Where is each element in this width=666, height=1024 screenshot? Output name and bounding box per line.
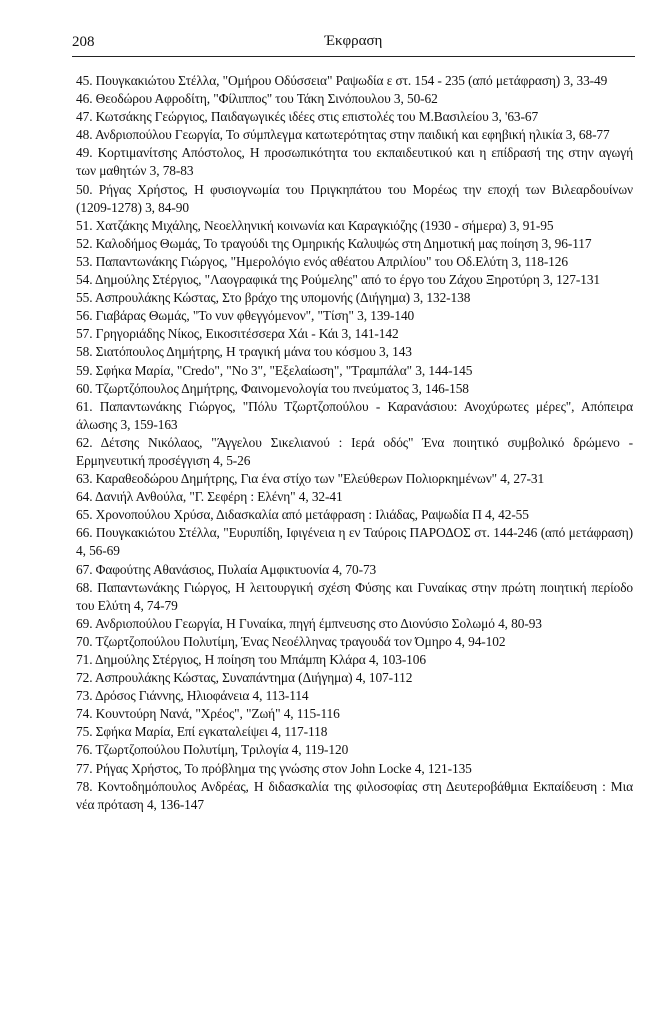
bibliography-entry: 65. Χρονοπούλου Χρύσα, Διδασκαλία από μετάφραση : Ιλιάδας, Ραψωδία Π 4, 42-55: [76, 507, 529, 523]
bibliography-entry: 68. Παπαντωνάκης Γιώργος, Η λειτουργική σχέση Φύσης και Γυναίκας στην πρώτη ποιητική περίοδο του Ελύτη 4, 74-79: [76, 579, 633, 613]
bibliography-entry: 46. Θεοδώρου Αφροδίτη, "Φίλιππος" του Τάκη Σινόπουλου 3, 50-62: [76, 91, 438, 107]
bibliography-entry: 62. Δέτσης Νικόλαος, "Άγγελου Σικελιανού : Ιερά οδός" Ένα ποιητικό συμβολικό δρώμενο - Ερμηνευτική προσέγγιση 4, 5-26: [76, 434, 633, 468]
bibliography-entry: 64. Δανιήλ Ανθούλα, "Γ. Σεφέρη : Ελένη" 4, 32-41: [76, 489, 343, 505]
bibliography-entry: 61. Παπαντωνάκης Γιώργος, "Πόλυ Τζωρτζοπούλου - Καρανάσιου: Ανοχύρωτες μέρες", Απόπειρα άλωσης 3, 159-163: [76, 398, 633, 432]
bibliography-entry: 75. Σφήκα Μαρία, Επί εγκαταλείψει 4, 117-118: [76, 724, 328, 740]
bibliography-entry: 57. Γρηγοριάδης Νίκος, Εικοσιτέσσερα Χάι - Κάι 3, 141-142: [76, 326, 399, 342]
bibliography-entry: 51. Χατζάκης Μιχάλης, Νεοελληνική κοινωνία και Καραγκιόζης (1930 - σήμερα) 3, 91-95: [76, 217, 554, 233]
bibliography-entry: 56. Γιαβάρας Θωμάς, "Το νυν φθεγγόμενον", "Τίση" 3, 139-140: [76, 308, 415, 324]
page-number: 208: [72, 34, 95, 50]
bibliography-entry: 53. Παπαντωνάκης Γιώργος, "Ημερολόγιο ενός αθέατου Απριλίου" του Οδ.Ελύτη 3, 118-126: [76, 253, 568, 269]
bibliography-entry: 47. Κωτσάκης Γεώργιος, Παιδαγωγικές ιδέες στις επιστολές του Μ.Βασιλείου 3, '63-67: [76, 109, 539, 125]
running-title: Έκφραση: [324, 33, 383, 49]
bibliography-entry: 58. Σιατόπουλος Δημήτρης, Η τραγική μάνα του κόσμου 3, 143: [76, 344, 412, 360]
bibliography-entry: 55. Ασπρουλάκης Κώστας, Στο βράχο της υπομονής (Διήγημα) 3, 132-138: [76, 290, 471, 306]
bibliography-entry: 52. Καλοδήμος Θωμάς, Το τραγούδι της Ομηρικής Καλυψώς στη Δημοτική μας ποίηση 3, 96-117: [76, 235, 592, 251]
page-header: [72, 30, 635, 57]
bibliography-entry: 71. Δημούλης Στέργιος, Η ποίηση του Μπάμπη Κλάρα 4, 103-106: [76, 652, 426, 667]
bibliography-entry: 72. Ασπρουλάκης Κώστας, Συναπάντημα (Διήγημα) 4, 107-112: [76, 670, 413, 686]
bibliography-entry: 69. Ανδριοπούλου Γεωργία, Η Γυναίκα, πηγή έμπνευσης στο Διονύσιο Σολωμό 4, 80-93: [76, 615, 542, 631]
bibliography-entry: 76. Τζωρτζοπούλου Πολυτίμη, Τριλογία 4, 119-120: [76, 742, 349, 758]
bibliography-entry: 73. Δρόσος Γιάννης, Ηλιοφάνεια 4, 113-114: [76, 688, 309, 704]
bibliography-entry: 48. Ανδριοπούλου Γεωργία, Το σύμπλεγμα κατωτερότητας στην παιδική και εφηβική ηλικία 3, 68-77: [76, 127, 610, 143]
bibliography-entry: 60. Τζωρτζόπουλος Δημήτρης, Φαινομενολογία του πνεύματος 3, 146-158: [76, 380, 469, 396]
bibliography-entry: 66. Πουγκακιώτου Στέλλα, "Ευρυπίδη, Ιφιγένεια η εν Ταύροις ΠΑΡΟΔΟΣ στ. 144-246 (από μετάφραση) 4, 56-69: [76, 525, 633, 559]
bibliography-entry: 74. Κουντούρη Νανά, "Χρέος", "Ζωή" 4, 115-116: [76, 706, 340, 722]
bibliography-entry: 78. Κοντοδημόπουλος Ανδρέας, Η διδασκαλία της φιλοσοφίας στη Δευτεροβάθμια Εκπαίδευση : Μια νέα πρόταση 4, 136-147: [76, 778, 633, 812]
bibliography-entry: 50. Ρήγας Χρήστος, Η φυσιογνωμία του Πριγκηπάτου του Μορέως την εποχή των Βιλεαρδουίνων (1209-1278) 3, 84-90: [76, 181, 633, 215]
bibliography-entry: 49. Κορτιμανίτσης Απόστολος, Η προσωπικότητα του εκπαιδευτικού και η επίδρασή της στην αγωγή των μαθητών 3, 78-83: [76, 145, 633, 179]
bibliography-entry: 63. Καραθεοδώρου Δημήτρης, Για ένα στίχο των "Ελεύθερων Πολιορκημένων" 4, 27-31: [76, 471, 545, 487]
bibliography-entry: 67. Φαφούτης Αθανάσιος, Πυλαία Αμφικτυονία 4, 70-73: [76, 561, 377, 577]
bibliography-entry: 45. Πουγκακιώτου Στέλλα, "Ομήρου Οδύσσεια" Ραψωδία ε στ. 154 - 235 (από μετάφραση) 3, 33-49: [76, 73, 608, 88]
bibliography-list: [76, 72, 633, 814]
bibliography-entry: 59. Σφήκα Μαρία, "Credo", "Νο 3", "Εξελαίωση", "Τραμπάλα" 3, 144-145: [76, 362, 473, 378]
bibliography-entry: 77. Ρήγας Χρήστος, Το πρόβλημα της γνώσης στον John Locke 4, 121-135: [76, 760, 472, 776]
bibliography-entry: 70. Τζωρτζοπούλου Πολυτίμη, Ένας Νεοέλληνας τραγουδά τον Όμηρο 4, 94-102: [76, 633, 506, 649]
bibliography-entry: 54. Δημούλης Στέργιος, "Λαογραφικά της Ρούμελης" από το έργο του Ζάχου Ξηροτύρη 3, 127-131: [76, 272, 601, 288]
